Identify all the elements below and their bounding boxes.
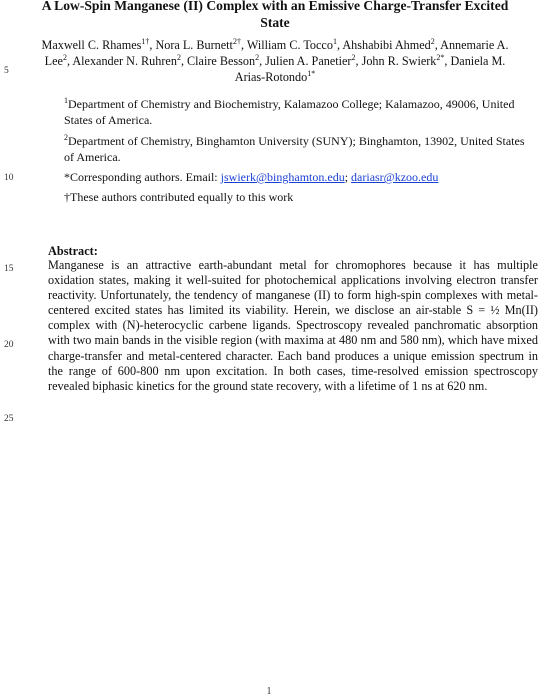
- author-affiliation-mark: 2: [351, 52, 356, 62]
- line-number: 5: [4, 66, 9, 76]
- email-link-arias-rotondo[interactable]: dariasr@kzoo.edu: [351, 170, 439, 184]
- author-affiliation-mark: 2: [62, 52, 67, 62]
- author-affiliation-mark: 2: [176, 52, 181, 62]
- author-separator: ,: [66, 54, 73, 68]
- abstract-heading: Abstract:: [48, 244, 98, 258]
- author-name: Alexander N. Ruhren: [72, 54, 177, 68]
- author-name: Annemarie A. Lee: [44, 38, 509, 68]
- author-separator: ,: [259, 54, 266, 68]
- email-separator: ;: [344, 170, 352, 184]
- line-number: 15: [4, 264, 14, 274]
- affiliation-text: Department of Chemistry, Binghamton University (SUNY); Binghamton, 13902, United States of America.: [64, 134, 525, 164]
- affiliation-mark: 1: [64, 96, 68, 105]
- author-affiliation-mark: 2: [255, 52, 260, 62]
- author-affiliation-mark: 2: [430, 36, 435, 46]
- author-separator: ,: [240, 38, 247, 52]
- author-affiliation-mark: 1*: [307, 68, 316, 78]
- email-link-swierk[interactable]: jswierk@binghamton.edu: [220, 170, 345, 184]
- author-list: [40, 37, 510, 85]
- page-number: 1: [266, 686, 272, 697]
- author-name: William C. Tocco: [246, 38, 333, 52]
- affiliation-2: [64, 134, 534, 165]
- line-number: 20: [4, 340, 14, 350]
- author-separator: ,: [434, 38, 441, 52]
- affiliation-mark: 2: [64, 133, 68, 142]
- line-number: 10: [4, 173, 14, 183]
- author-name: Maxwell C. Rhames: [41, 38, 142, 52]
- author-separator: ,: [444, 54, 451, 68]
- author-name: Claire Besson: [187, 54, 256, 68]
- author-affiliation-mark: 1: [332, 36, 337, 46]
- abstract-body: Manganese is an attractive earth-abundant metal for chromophores because it has multiple oxidation states, making it well-suited for photochemical applications involving electron transfer reactivity. Unfortunately, the tendency of manganese (II) to form high-spin complexes with metal-centered excited states has limited its viability. Herein, we disclose an air-stable S = ½ Mn(II) complex with (N)-heterocyclic carbene ligands. Spectroscopy revealed panchromatic absorption with two main bands in the visible region (with maxima at 480 nm and 580 nm), which have mixed charge-transfer and metal-centered character. Each band produces a unique emission spectrum in the range of 600-800 nm upon excitation. In both cases, time-resolved emission spectroscopy revealed biphasic kinetics for the ground state recovery, with a lifetime of 1 ns at 620 nm.: [48, 258, 538, 393]
- author-affiliation-mark: 1†: [141, 36, 150, 46]
- author-separator: ,: [336, 38, 343, 52]
- correspondence-prefix: *Corresponding authors. Email:: [64, 170, 221, 184]
- author-separator: ,: [180, 54, 188, 68]
- equal-contribution-note: †These authors contributed equally to this work: [64, 190, 294, 204]
- author-separator: ,: [355, 54, 362, 68]
- author-name: Daniela M. Arias-Rotondo: [234, 54, 506, 84]
- author-affiliation-mark: 2*: [436, 52, 445, 62]
- affiliation-text: Department of Chemistry and Biochemistry, Kalamazoo College; Kalamazoo, 49006, United States of America.: [64, 97, 515, 127]
- author-name: Nora L. Burnett: [155, 38, 233, 52]
- author-name: Julien A. Panetier: [265, 54, 352, 68]
- corresponding-authors: [64, 170, 534, 186]
- author-name: John R. Swierk: [361, 54, 437, 68]
- author-affiliation-mark: 2†: [232, 36, 241, 46]
- affiliation-1: [64, 97, 534, 128]
- author-name: Ahshabibi Ahmed: [342, 38, 431, 52]
- paper-title: A Low-Spin Manganese (II) Complex with an Emissive Charge-Transfer Excited State: [41, 0, 509, 30]
- line-number: 25: [4, 414, 14, 424]
- author-separator: ,: [149, 38, 156, 52]
